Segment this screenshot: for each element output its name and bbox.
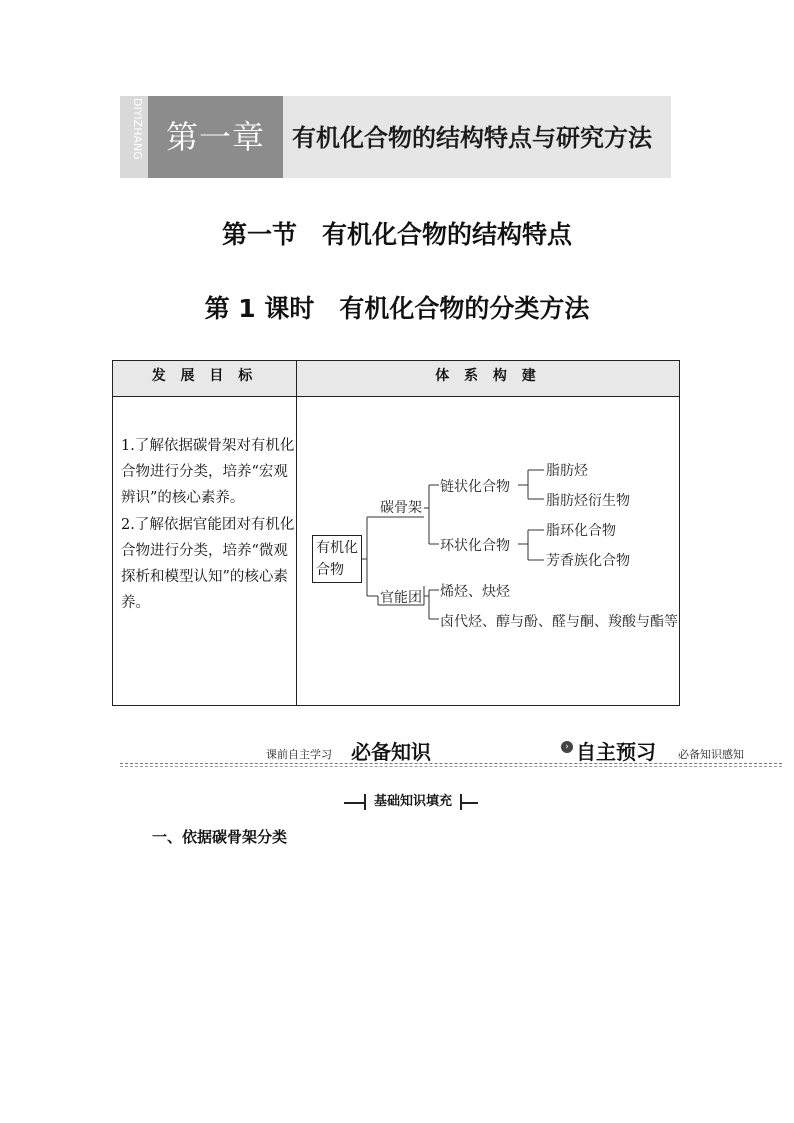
node-other-classes: 卤代烃、醇与酚、醛与酮、羧酸与酯等 [440,614,678,630]
node-functional-group: 官能团 [380,590,422,606]
node-chain-compound: 链状化合物 [440,479,510,495]
section-bar [120,736,782,768]
section-bar-line [120,763,782,764]
goal-item: 2.了解依据官能团对有机化合物进行分类，培养“微观探析和模型认知”的核心素养。 [121,516,295,612]
section-title: 第一节 有机化合物的结构特点 [221,220,572,249]
section-bar-left-label: 课前自主学习 [266,748,332,761]
section-bar-right-label: 必备知识感知 [678,748,744,761]
chapter-number: 第一章 [148,96,283,178]
basic-knowledge-tag [344,794,478,810]
header-development-goals: 发 展 目 标 [151,368,258,384]
section-bar-heading-right: 自主预习 [576,740,656,764]
tree-root-organic-compound [312,535,362,583]
subsection-heading: 一、依据碳骨架分类 [152,828,288,846]
goal-item: 1.了解依据碳骨架对有机化合物进行分类，培养“宏观辨识”的核心素养。 [121,438,295,507]
node-alkene-alkyne: 烯烃、炔烃 [440,584,510,600]
section-bar-heading-left: 必备知识 [351,740,431,764]
root-label-line2: 合物 [316,562,344,578]
root-label-line1: 有机化 [316,540,358,556]
node-aliphatic-hydrocarbon: 脂肪烃 [546,463,588,479]
banner-side-text: DIYIZHANG [131,98,144,160]
node-carbon-skeleton: 碳骨架 [380,500,422,516]
chapter-title: 有机化合物的结构特点与研究方法 [292,123,652,152]
tag-label: 基础知识填充 [364,794,462,810]
section-bar-line [120,766,782,767]
chevron-right-icon: › [561,741,573,753]
header-system-construction: 体 系 构 建 [435,368,541,384]
node-aliphatic-derivative: 脂肪烃衍生物 [546,493,630,509]
node-ring-compound: 环状化合物 [440,538,510,554]
node-aromatic-compound: 芳香族化合物 [546,553,630,569]
node-alicyclic-compound: 脂环化合物 [546,523,616,539]
lesson-title: 第 1 课时 有机化合物的分类方法 [204,294,590,323]
